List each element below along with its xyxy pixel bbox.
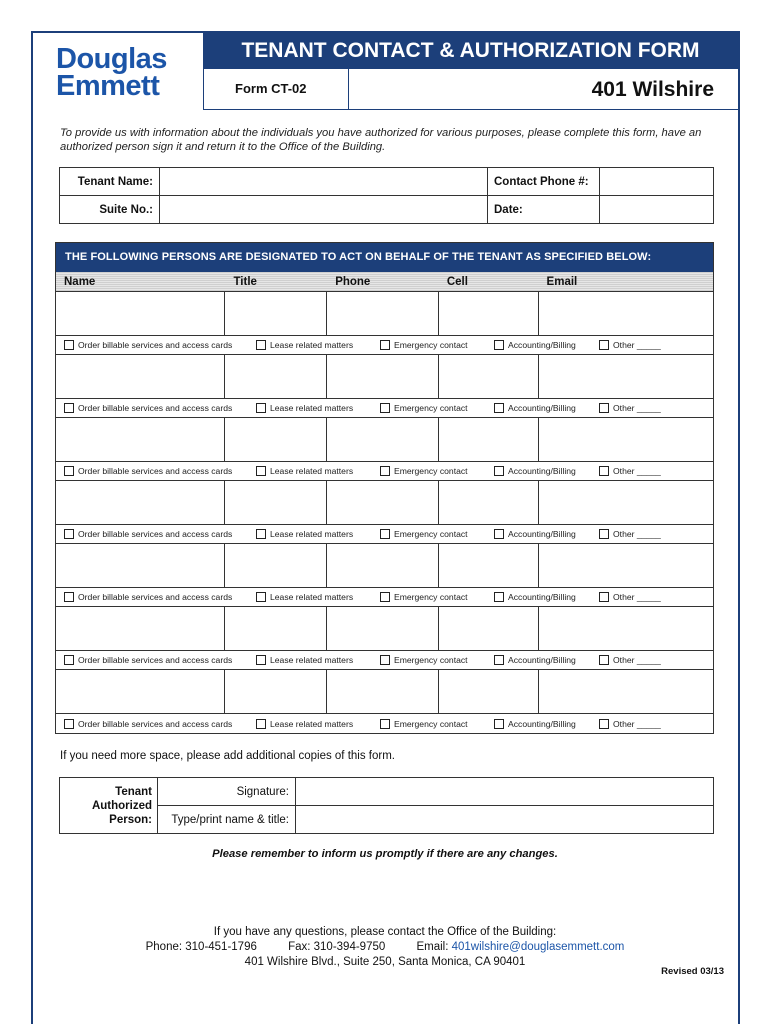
checkbox[interactable] [494,340,504,350]
person-email-field[interactable] [539,292,713,335]
authorization-option [56,466,256,476]
person-email-field[interactable] [539,544,713,587]
persons-banner: THE FOLLOWING PERSONS ARE DESIGNATED TO ACT ON BEHALF OF THE TENANT AS SPECIFIED BELOW: [56,243,713,272]
authorization-option [256,403,380,413]
person-phone-field[interactable] [327,481,439,524]
person-entry-row [56,355,713,399]
checkbox[interactable] [256,529,266,539]
authorization-option [256,340,380,350]
checkbox[interactable] [256,592,266,602]
form-code: Form CT-02 [203,68,349,110]
persons-column-headers [56,272,713,292]
checkbox-label: Order billable services and access cards [78,718,233,729]
person-name-field[interactable] [56,607,225,650]
col-cell: Cell [446,276,468,288]
person-phone-field[interactable] [327,544,439,587]
person-entry-row [56,481,713,525]
checkbox[interactable] [599,340,609,350]
suite-label: Suite No.: [60,196,160,224]
person-email-field[interactable] [539,607,713,650]
checkbox-label: Order billable services and access cards [78,529,233,539]
intro-text: To provide us with information about the individuals you have authorized for various purposes, please complete this form, have an authorized person sign it and return it to the Office of the Building. [60,127,702,153]
authorization-checkbox-row [56,714,713,733]
checkbox-label: Order billable services and access cards [78,340,233,350]
contact-line-2 [0,940,770,955]
contact-line-1: If you have any questions, please contact the Office of the Building: [213,926,557,938]
checkbox-label: Accounting/Billing [508,403,576,413]
contact-phone-label: Contact Phone #: [488,168,600,196]
building-name: 401 Wilshire [349,68,738,110]
logo-line-2: Emmett [56,70,160,102]
checkbox[interactable] [494,655,504,665]
authorization-option [56,655,256,665]
person-phone-field[interactable] [327,418,439,461]
checkbox[interactable] [256,340,266,350]
col-title: Title [233,276,257,288]
checkbox[interactable] [599,466,609,476]
checkbox-label: Lease related matters [270,340,354,350]
col-name: Name [64,276,96,288]
checkbox[interactable] [599,529,609,539]
person-cell-field[interactable] [439,355,539,398]
checkbox[interactable] [380,466,390,476]
authorization-option [599,403,709,413]
person-title-field[interactable] [225,355,327,398]
checkbox-label: Lease related matters [270,655,354,665]
person-rows [56,292,713,733]
authorized-person-label [60,778,158,834]
checkbox[interactable] [64,529,74,539]
col-phone: Phone [335,276,371,288]
checkbox-label: Order billable services and access cards [78,403,233,413]
person-cell-field[interactable] [439,292,539,335]
person-cell-field[interactable] [439,607,539,650]
person-name-field[interactable] [56,418,225,461]
checkbox-label: Accounting/Billing [508,592,576,602]
checkbox[interactable] [599,719,609,729]
checkbox[interactable] [380,655,390,665]
person-title-field[interactable] [225,418,327,461]
checkbox-label: Order billable services and access cards [78,592,233,602]
checkbox-label: Lease related matters [270,466,354,476]
tenant-info-table [59,167,714,224]
authorization-option [494,719,599,729]
checkbox-label: Accounting/Billing [508,529,576,539]
checkbox-label: Emergency contact [394,340,468,350]
person-name-field[interactable] [56,481,225,524]
checkbox[interactable] [64,719,74,729]
authorization-checkbox-row [56,651,713,670]
authorization-option [380,655,494,665]
checkbox[interactable] [494,466,504,476]
authorization-option [256,592,380,602]
checkbox[interactable] [599,592,609,602]
checkbox[interactable] [494,403,504,413]
person-phone-field[interactable] [327,292,439,335]
checkbox[interactable] [380,719,390,729]
authorization-option [380,340,494,350]
checkbox[interactable] [64,592,74,602]
authorization-option [256,655,380,665]
checkbox[interactable] [380,340,390,350]
person-entry-row [56,670,713,714]
checkbox[interactable] [494,529,504,539]
person-entry-row [56,292,713,336]
person-email-field[interactable] [539,418,713,461]
checkbox[interactable] [256,719,266,729]
authorization-option [599,466,709,476]
tenant-name-label: Tenant Name: [60,168,160,196]
checkbox-label: Accounting/Billing [508,466,576,476]
contact-phone-field[interactable] [600,168,714,196]
authorization-option [380,466,494,476]
logo-line-1: Douglas [56,43,167,75]
person-cell-field[interactable] [439,544,539,587]
who-line-1: Tenant [115,785,152,798]
person-name-field[interactable] [56,544,225,587]
checkbox-label: Other _____ [613,718,661,729]
who-line-2: Authorized [91,799,152,812]
checkbox-label: Other _____ [613,529,661,539]
authorization-option [256,529,380,539]
person-title-field[interactable] [225,607,327,650]
more-space-note: If you need more space, please add additional copies of this form. [60,750,395,762]
person-entry-row [56,544,713,588]
authorization-option [599,592,709,602]
authorization-option [56,529,256,539]
authorization-option [380,719,494,729]
contact-block [0,925,770,970]
checkbox[interactable] [64,466,74,476]
checkbox[interactable] [64,403,74,413]
authorization-option [256,466,380,476]
signature-table [59,777,714,834]
person-entry-row [56,418,713,462]
checkbox[interactable] [380,529,390,539]
authorization-option [494,529,599,539]
checkbox[interactable] [64,340,74,350]
contact-address: 401 Wilshire Blvd., Suite 250, Santa Monica, CA 90401 [244,956,526,968]
checkbox[interactable] [256,403,266,413]
checkbox-label: Accounting/Billing [508,655,576,665]
authorization-checkbox-row [56,588,713,607]
checkbox-label: Lease related matters [270,718,354,729]
checkbox-label: Other _____ [613,655,661,665]
authorization-checkbox-row [56,399,713,418]
form-title: TENANT CONTACT & AUTHORIZATION FORM [203,33,738,68]
designated-persons-section [55,242,714,734]
authorization-option [599,719,709,729]
checkbox-label: Accounting/Billing [508,718,576,729]
checkbox-label: Accounting/Billing [508,340,576,350]
checkbox[interactable] [494,719,504,729]
contact-phone: Phone: 310-451-1796 [145,941,257,953]
authorization-option [494,403,599,413]
checkbox-label: Other _____ [613,403,661,413]
checkbox[interactable] [256,655,266,665]
authorization-checkbox-row [56,525,713,544]
checkbox[interactable] [599,655,609,665]
authorization-option [56,340,256,350]
person-email-field[interactable] [539,481,713,524]
checkbox-label: Emergency contact [394,592,468,602]
authorization-option [380,592,494,602]
authorization-option [599,340,709,350]
checkbox-label: Emergency contact [394,466,468,476]
checkbox[interactable] [599,403,609,413]
contact-fax: Fax: 310-394-9750 [288,941,386,953]
checkbox[interactable] [256,466,266,476]
checkbox-label: Lease related matters [270,403,354,413]
authorization-option [494,466,599,476]
authorization-option [494,655,599,665]
checkbox-label: Emergency contact [394,718,468,729]
reminder-text: Please remember to inform us promptly if there are any changes. [212,848,558,860]
checkbox-label: Lease related matters [270,592,354,602]
authorization-option [56,592,256,602]
name-title-field[interactable] [296,806,714,834]
date-label: Date: [488,196,600,224]
signature-label: Signature: [158,778,296,806]
person-name-field[interactable] [56,292,225,335]
person-title-field[interactable] [225,292,327,335]
authorization-checkbox-row [56,336,713,355]
checkbox-label: Emergency contact [394,655,468,665]
authorization-option [56,403,256,413]
person-email-field[interactable] [539,670,713,713]
contact-email-group [416,941,624,953]
signature-field[interactable] [296,778,714,806]
person-title-field[interactable] [225,481,327,524]
email-link[interactable]: 401wilshire@douglasemmett.com [451,941,625,953]
email-label: Email: [416,941,449,953]
person-email-field[interactable] [539,355,713,398]
authorization-option [599,529,709,539]
person-phone-field[interactable] [327,670,439,713]
authorization-option [380,529,494,539]
col-email: Email [546,276,578,288]
authorization-option [494,592,599,602]
checkbox-label: Emergency contact [394,529,468,539]
authorization-option [599,655,709,665]
authorization-option [380,403,494,413]
person-cell-field[interactable] [439,670,539,713]
authorization-checkbox-row [56,462,713,481]
who-line-3: Person: [109,813,152,826]
person-name-field[interactable] [56,355,225,398]
suite-field[interactable] [160,196,488,224]
person-name-field[interactable] [56,670,225,713]
date-field[interactable] [600,196,714,224]
checkbox[interactable] [494,592,504,602]
tenant-name-field[interactable] [160,168,488,196]
checkbox[interactable] [64,655,74,665]
person-cell-field[interactable] [439,481,539,524]
person-phone-field[interactable] [327,607,439,650]
checkbox-label: Other _____ [613,340,661,350]
revised-date: Revised 03/13 [661,966,724,977]
checkbox-label: Lease related matters [270,529,354,539]
authorization-option [494,340,599,350]
person-title-field[interactable] [225,670,327,713]
checkbox-label: Other _____ [613,466,661,476]
person-phone-field[interactable] [327,355,439,398]
checkbox[interactable] [380,592,390,602]
person-entry-row [56,607,713,651]
checkbox-label: Other _____ [613,592,661,602]
checkbox-label: Order billable services and access cards [78,655,233,665]
name-title-label: Type/print name & title: [158,806,296,834]
checkbox[interactable] [380,403,390,413]
douglas-emmett-logo [56,43,167,102]
person-cell-field[interactable] [439,418,539,461]
checkbox-label: Emergency contact [394,403,468,413]
person-title-field[interactable] [225,544,327,587]
authorization-option [256,719,380,729]
checkbox-label: Order billable services and access cards [78,466,233,476]
authorization-option [56,719,256,729]
